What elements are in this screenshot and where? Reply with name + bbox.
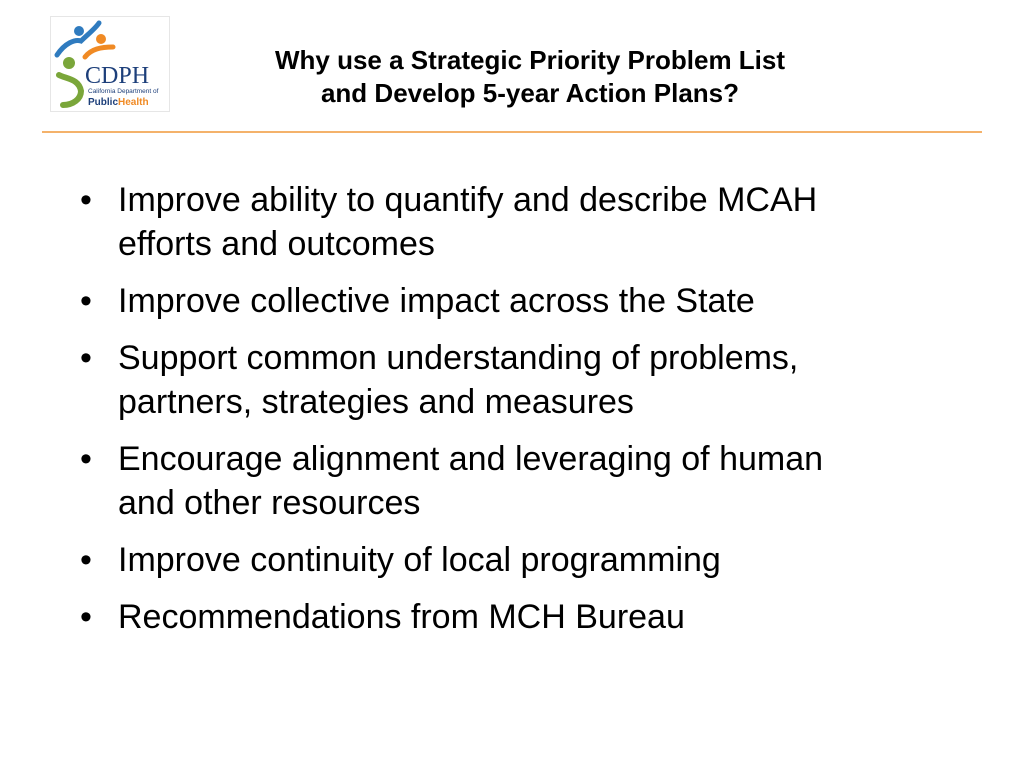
slide-title-line: and Develop 5-year Action Plans? [320,78,740,108]
cdph-logo-graphic [51,17,169,111]
cdph-wordmark: CDPH [85,63,150,89]
bullet-text [118,595,970,639]
bullet-text [118,279,970,323]
bullet-line: partners, strategies and measures [118,383,634,421]
bullet-marker: • [80,541,92,579]
bullet-text [118,538,970,582]
bullet-marker: • [80,440,92,478]
bullet-line: and other resources [118,484,421,522]
bullet-marker: • [80,181,92,219]
bullet-text [118,437,970,525]
bullet-line: Improve continuity of local programming [118,541,721,579]
slide-title [170,44,890,110]
bullet-line: Improve collective impact across the State [118,282,755,320]
bullet-line: Recommendations from MCH Bureau [118,598,685,636]
bullet-item [70,336,970,424]
bullet-marker: • [80,339,92,377]
bullet-item [70,279,970,323]
bullet-text [118,336,970,424]
bullet-list [70,178,970,652]
cdph-subtitle: California Department of [88,88,159,95]
bullet-marker: • [80,598,92,636]
bullet-line: Improve ability to quantify and describe MCAH [118,181,818,219]
bullet-item [70,437,970,525]
bullet-text [118,178,970,266]
slide-title-line: Why use a Strategic Priority Problem List [274,45,786,75]
title-divider [42,131,982,133]
cdph-logo [50,16,170,112]
bullet-line: efforts and outcomes [118,225,435,263]
bullet-marker: • [80,282,92,320]
cdph-public-health: PublicHealth [88,97,149,108]
bullet-item [70,595,970,639]
bullet-item [70,178,970,266]
bullet-item [70,538,970,582]
bullet-line: Encourage alignment and leveraging of human [118,440,824,478]
bullet-line: Support common understanding of problems, [118,339,799,377]
